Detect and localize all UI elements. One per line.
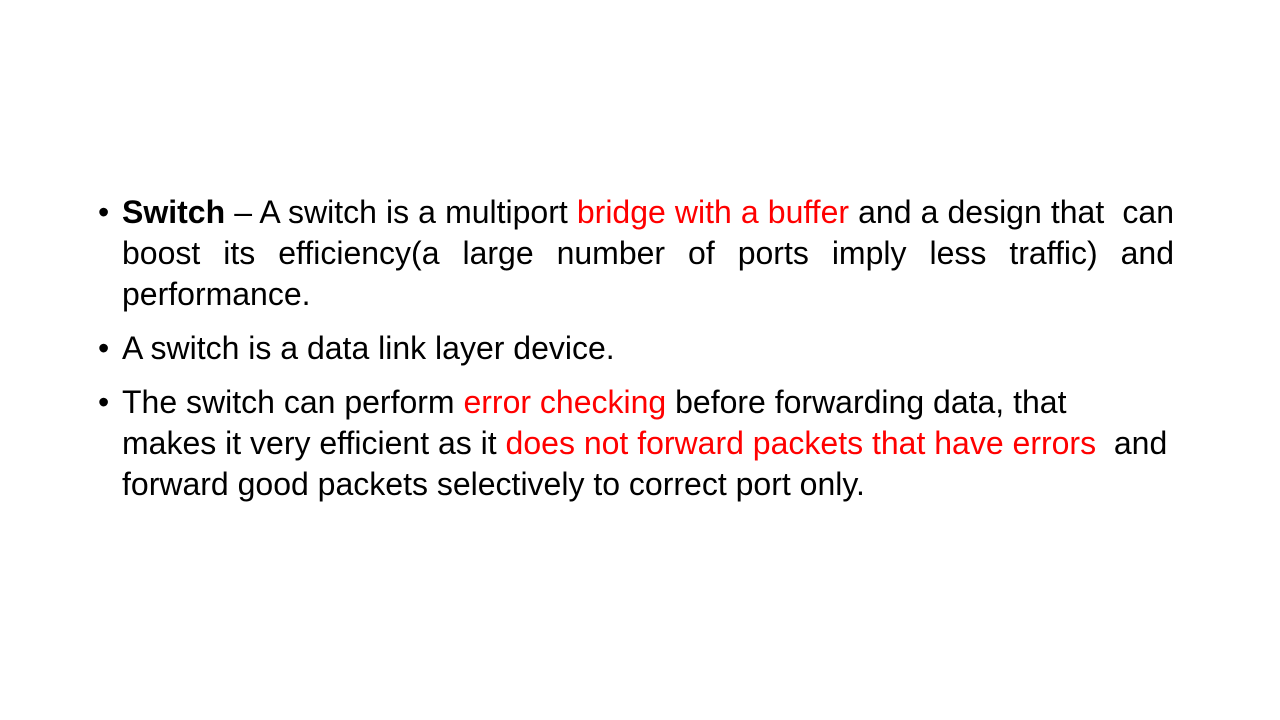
highlight-bridge-with-buffer: bridge with a buffer [576, 194, 850, 230]
text-segment: and a design that can boost its efficiency(a large number of ports imply less traffic) and performance. [122, 194, 1192, 312]
bullet-dot: • [98, 330, 110, 366]
term-switch: Switch [122, 194, 226, 230]
bullet-item-switch-definition [98, 192, 1192, 315]
text-segment: and forward good packets selectively to correct port only. [122, 425, 1177, 502]
bullet-list [98, 192, 1192, 518]
text-segment: The switch can perform [122, 384, 464, 420]
text-segment: A switch is a data link layer device. [122, 330, 615, 366]
bullet-dot: • [98, 194, 110, 230]
bullet-item-data-link-layer [98, 328, 1174, 369]
bullet-item-error-checking [98, 382, 1177, 505]
text-segment: before forwarding data, that makes it very efficient as it [122, 384, 1085, 461]
text-segment: – A switch is a multiport [225, 194, 577, 230]
highlight-error-checking: error checking [463, 384, 667, 420]
highlight-no-forward-errors: does not forward packets that have errors [505, 425, 1097, 461]
bullet-dot: • [98, 384, 110, 420]
